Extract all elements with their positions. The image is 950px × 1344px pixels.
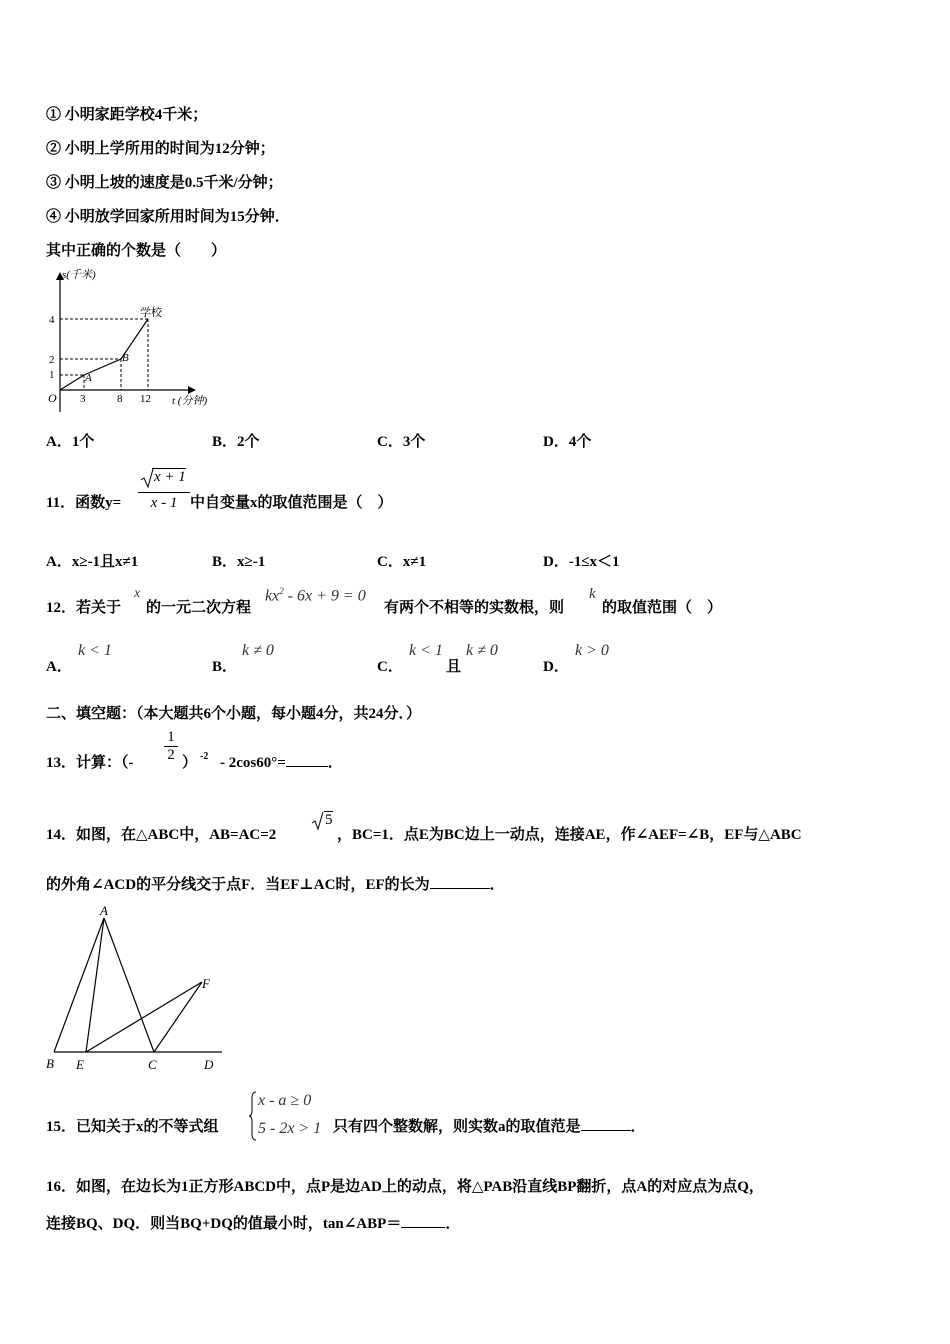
q12-var-k: k: [589, 586, 596, 602]
q12-mid: 的一元二次方程: [146, 600, 252, 616]
section2-title: 二、填空题：（本大题共6个小题，每小题4分，共24分．）: [46, 706, 422, 722]
q13-tail: [220, 751, 343, 772]
q14-line1-b: ，BC=1．点E为BC边上一动点，连接AE，作∠AEF=∠B，EF与△ABC: [337, 827, 802, 843]
q11-option-c: C．x≠1: [377, 554, 427, 570]
statement-4: ④ 小明放学回家所用时间为15分钟．: [46, 209, 290, 225]
q16-line1: 16．如图，在边长为1正方形ABCD中，点P是边AD上的动点，将△PAB沿直线BP翻折，点A的对应点为点Q，: [46, 1179, 764, 1195]
q10-option-d: D．4个: [543, 434, 592, 450]
q11-fraction: [138, 467, 190, 513]
q12-var-x: x: [134, 586, 141, 601]
q12-suffix1: 有两个不相等的实数根，则: [384, 600, 565, 616]
q13-frac-den: 2: [167, 747, 175, 763]
ytick-1: 1: [49, 369, 55, 381]
q10-option-a: A．1个: [46, 434, 95, 450]
q12-option-a: k < 1: [78, 642, 112, 659]
xtick-8: 8: [117, 393, 123, 405]
q10-prompt: 其中正确的个数是（ ）: [46, 243, 227, 259]
q15-ineq1: x - a ≥ 0: [258, 1092, 312, 1109]
q11-option-d: D．-1≤x＜1: [543, 554, 620, 570]
q12-eq-k: kx: [265, 587, 280, 605]
q13-prefix: 13．计算：（-: [46, 755, 134, 771]
school-label: 学校: [140, 307, 162, 319]
q13-fraction: [164, 729, 178, 764]
q12-option-c2: k ≠ 0: [466, 642, 498, 659]
q11-suffix: 中自变量x的取值范围是（ ）: [190, 495, 393, 511]
xtick-3: 3: [80, 393, 86, 405]
q16-line2-text: 连接BQ、DQ．则当BQ+DQ的值最小时，tan∠ABP＝: [46, 1216, 402, 1232]
point-b-label: B: [122, 352, 129, 364]
label-d: D: [204, 1057, 214, 1072]
q10-option-b: B．2个: [212, 434, 260, 450]
q11-denominator: x - 1: [150, 495, 178, 511]
distance-time-graph: [40, 262, 230, 412]
label-e: E: [76, 1057, 84, 1072]
q15-suffix: [333, 1115, 646, 1136]
ytick-4: 4: [49, 314, 55, 326]
q12-option-c1: k < 1: [409, 642, 443, 659]
q16-line2: [46, 1212, 460, 1233]
q15-ineq2: 5 - 2x > 1: [258, 1120, 322, 1137]
label-b: B: [46, 1056, 54, 1071]
q10-option-c: C．3个: [377, 434, 426, 450]
q15-end: ．: [630, 1119, 646, 1135]
q14-line1-a: 14．如图，在△ABC中，AB=AC=2: [46, 827, 277, 843]
q14-line2: [46, 873, 505, 894]
statement-1: ① 小明家距学校4千米；: [46, 107, 208, 123]
q15-blank[interactable]: [581, 1118, 631, 1131]
q12-eq-exp: 2: [279, 586, 284, 596]
q11-prefix: 11．函数y=: [46, 495, 122, 511]
q15-brace: [248, 1090, 258, 1142]
ytick-2: 2: [49, 354, 55, 366]
q15-prefix: 15．已知关于x的不等式组: [46, 1119, 219, 1135]
label-c: C: [148, 1057, 157, 1072]
q12-option-b-letter: B．: [212, 659, 238, 675]
q13-sup: -2: [200, 751, 209, 762]
q14-line2-text: 的外角∠ACD的平分线交于点F．当EF⊥AC时，EF的长为: [46, 877, 430, 893]
q14-sqrt-val: 5: [325, 812, 333, 828]
q13-tail-text: - 2cos60°=: [220, 755, 286, 771]
q12-equation: [265, 586, 366, 605]
q14-line2-end: ．: [489, 877, 505, 893]
q13-close: ）: [182, 755, 198, 771]
q12-option-c-letter: C．: [377, 659, 403, 675]
q11-option-b: B．x≥-1: [212, 554, 266, 570]
q14-line1: [46, 823, 276, 844]
q12-option-b: k ≠ 0: [242, 642, 274, 659]
q16-line2-end: ．: [445, 1216, 461, 1232]
label-a: A: [100, 903, 108, 918]
q12-option-d: k > 0: [575, 642, 609, 659]
q13-frac-num: 1: [167, 729, 175, 745]
xtick-12: 12: [140, 393, 151, 405]
q12-option-a-letter: A．: [46, 659, 72, 675]
origin-label: O: [48, 391, 57, 405]
q16-blank[interactable]: [401, 1215, 445, 1228]
q13-end: ．: [327, 755, 343, 771]
q12-option-c-and: 且: [446, 659, 462, 675]
q12-option-d-letter: D．: [543, 659, 569, 675]
triangle-figure: [42, 902, 227, 1082]
graph-path: [60, 319, 148, 390]
x-axis-label: t (分钟): [172, 395, 208, 407]
q12-eq-rest: - 6x + 9 = 0: [283, 587, 366, 605]
q13-blank[interactable]: [286, 754, 328, 767]
label-f: F: [202, 976, 210, 991]
q12-suffix2: 的取值范围（ ）: [602, 600, 723, 616]
q11-numerator: x + 1: [154, 469, 186, 485]
q12-prefix: 12．若关于: [46, 600, 122, 616]
q14-blank[interactable]: [430, 876, 490, 889]
statement-2: ② 小明上学所用的时间为12分钟；: [46, 141, 275, 157]
point-a-label: A: [85, 372, 92, 384]
statement-3: ③ 小明上坡的速度是0.5千米/分钟；: [46, 175, 283, 191]
q15-suffix-text: 只有四个整数解，则实数a的取值范是: [333, 1119, 581, 1135]
y-axis-label: s(千米): [62, 269, 96, 281]
q11-option-a: A．x≥-1且x≠1: [46, 554, 139, 570]
